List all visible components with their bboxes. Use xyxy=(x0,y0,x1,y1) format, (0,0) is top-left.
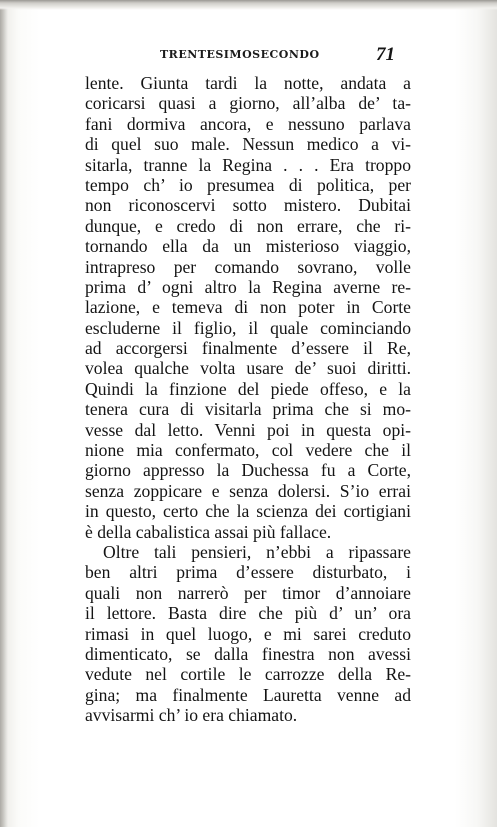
text-line: dunque, e credo di non errare, che ri- xyxy=(85,215,411,236)
body-text xyxy=(85,73,411,726)
page-number: 71 xyxy=(376,44,395,65)
text-line: non riconoscervi sotto mistero. Dubitai xyxy=(85,195,411,216)
paragraph-2 xyxy=(85,542,411,726)
text-line: quali non narrerò per timor d’annoiare xyxy=(85,582,411,603)
text-line: tornando ella da un misterioso viaggio, xyxy=(85,236,411,257)
text-line: intrapreso per comando sovrano, volle xyxy=(85,256,411,277)
text-line: lente. Giunta tardi la notte, andata a xyxy=(85,73,411,93)
text-line: il lettore. Basta dire che più d’ un’ ora xyxy=(85,603,411,624)
text-line: dimenticato, se dalla finestra non avessi xyxy=(85,643,411,664)
text-line: vedute nel cortile le carrozze della Re- xyxy=(85,664,411,685)
text-line: lazione, e temeva di non poter in Corte xyxy=(85,297,411,318)
page-header xyxy=(90,44,410,68)
text-line: tempo ch’ io presumea di politica, per xyxy=(85,174,411,195)
text-line: vesse dal letto. Venni poi in questa opi- xyxy=(85,419,411,440)
text-line: sitarla, tranne la Regina . . . Era troppo xyxy=(85,154,411,175)
page-top-edge xyxy=(0,0,497,10)
text-line: è della cabalistica assai più fallace. xyxy=(85,521,332,542)
text-line: fani dormiva ancora, e nessuno parlava xyxy=(85,113,411,134)
text-line: volea qualche volta usare de’ suoi diritti. xyxy=(85,358,411,379)
page-gutter-shadow xyxy=(0,0,8,827)
text-line: escluderne il figlio, il quale cominciando xyxy=(85,317,411,338)
text-line: gina; ma finalmente Lauretta venne ad xyxy=(85,684,411,705)
text-line: tenera cura di visitarla prima che si mo- xyxy=(85,399,411,420)
text-line: di quel suo male. Nessun medico a vi- xyxy=(85,134,411,155)
text-line: avvisarmi ch’ io era chiamato. xyxy=(85,705,298,726)
text-line: giorno appresso la Duchessa fu a Corte, xyxy=(85,460,411,481)
text-line: ben altri prima d’essere disturbato, i xyxy=(85,562,411,583)
text-line: prima d’ ogni altro la Regina averne re- xyxy=(85,276,411,297)
text-line: in questo, certo che la scienza dei cortigiani xyxy=(85,501,411,522)
running-head: TRENTESIMOSECONDO xyxy=(160,48,320,61)
text-line: nione mia confermato, col vedere che il xyxy=(85,440,411,461)
text-line: ad accorgersi finalmente d’essere il Re, xyxy=(85,338,411,359)
text-line: Quindi la finzione del piede offeso, e la xyxy=(85,378,411,399)
text-line: rimasi in quel luogo, e mi sarei creduto xyxy=(85,623,411,644)
paragraph-1 xyxy=(85,73,411,542)
text-line: Oltre tali pensieri, n’ebbi a ripassare xyxy=(103,541,411,562)
text-line: coricarsi quasi a giorno, all’alba de’ ta- xyxy=(85,93,411,114)
text-line: senza zoppicare e senza dolersi. S’io errai xyxy=(85,480,411,501)
